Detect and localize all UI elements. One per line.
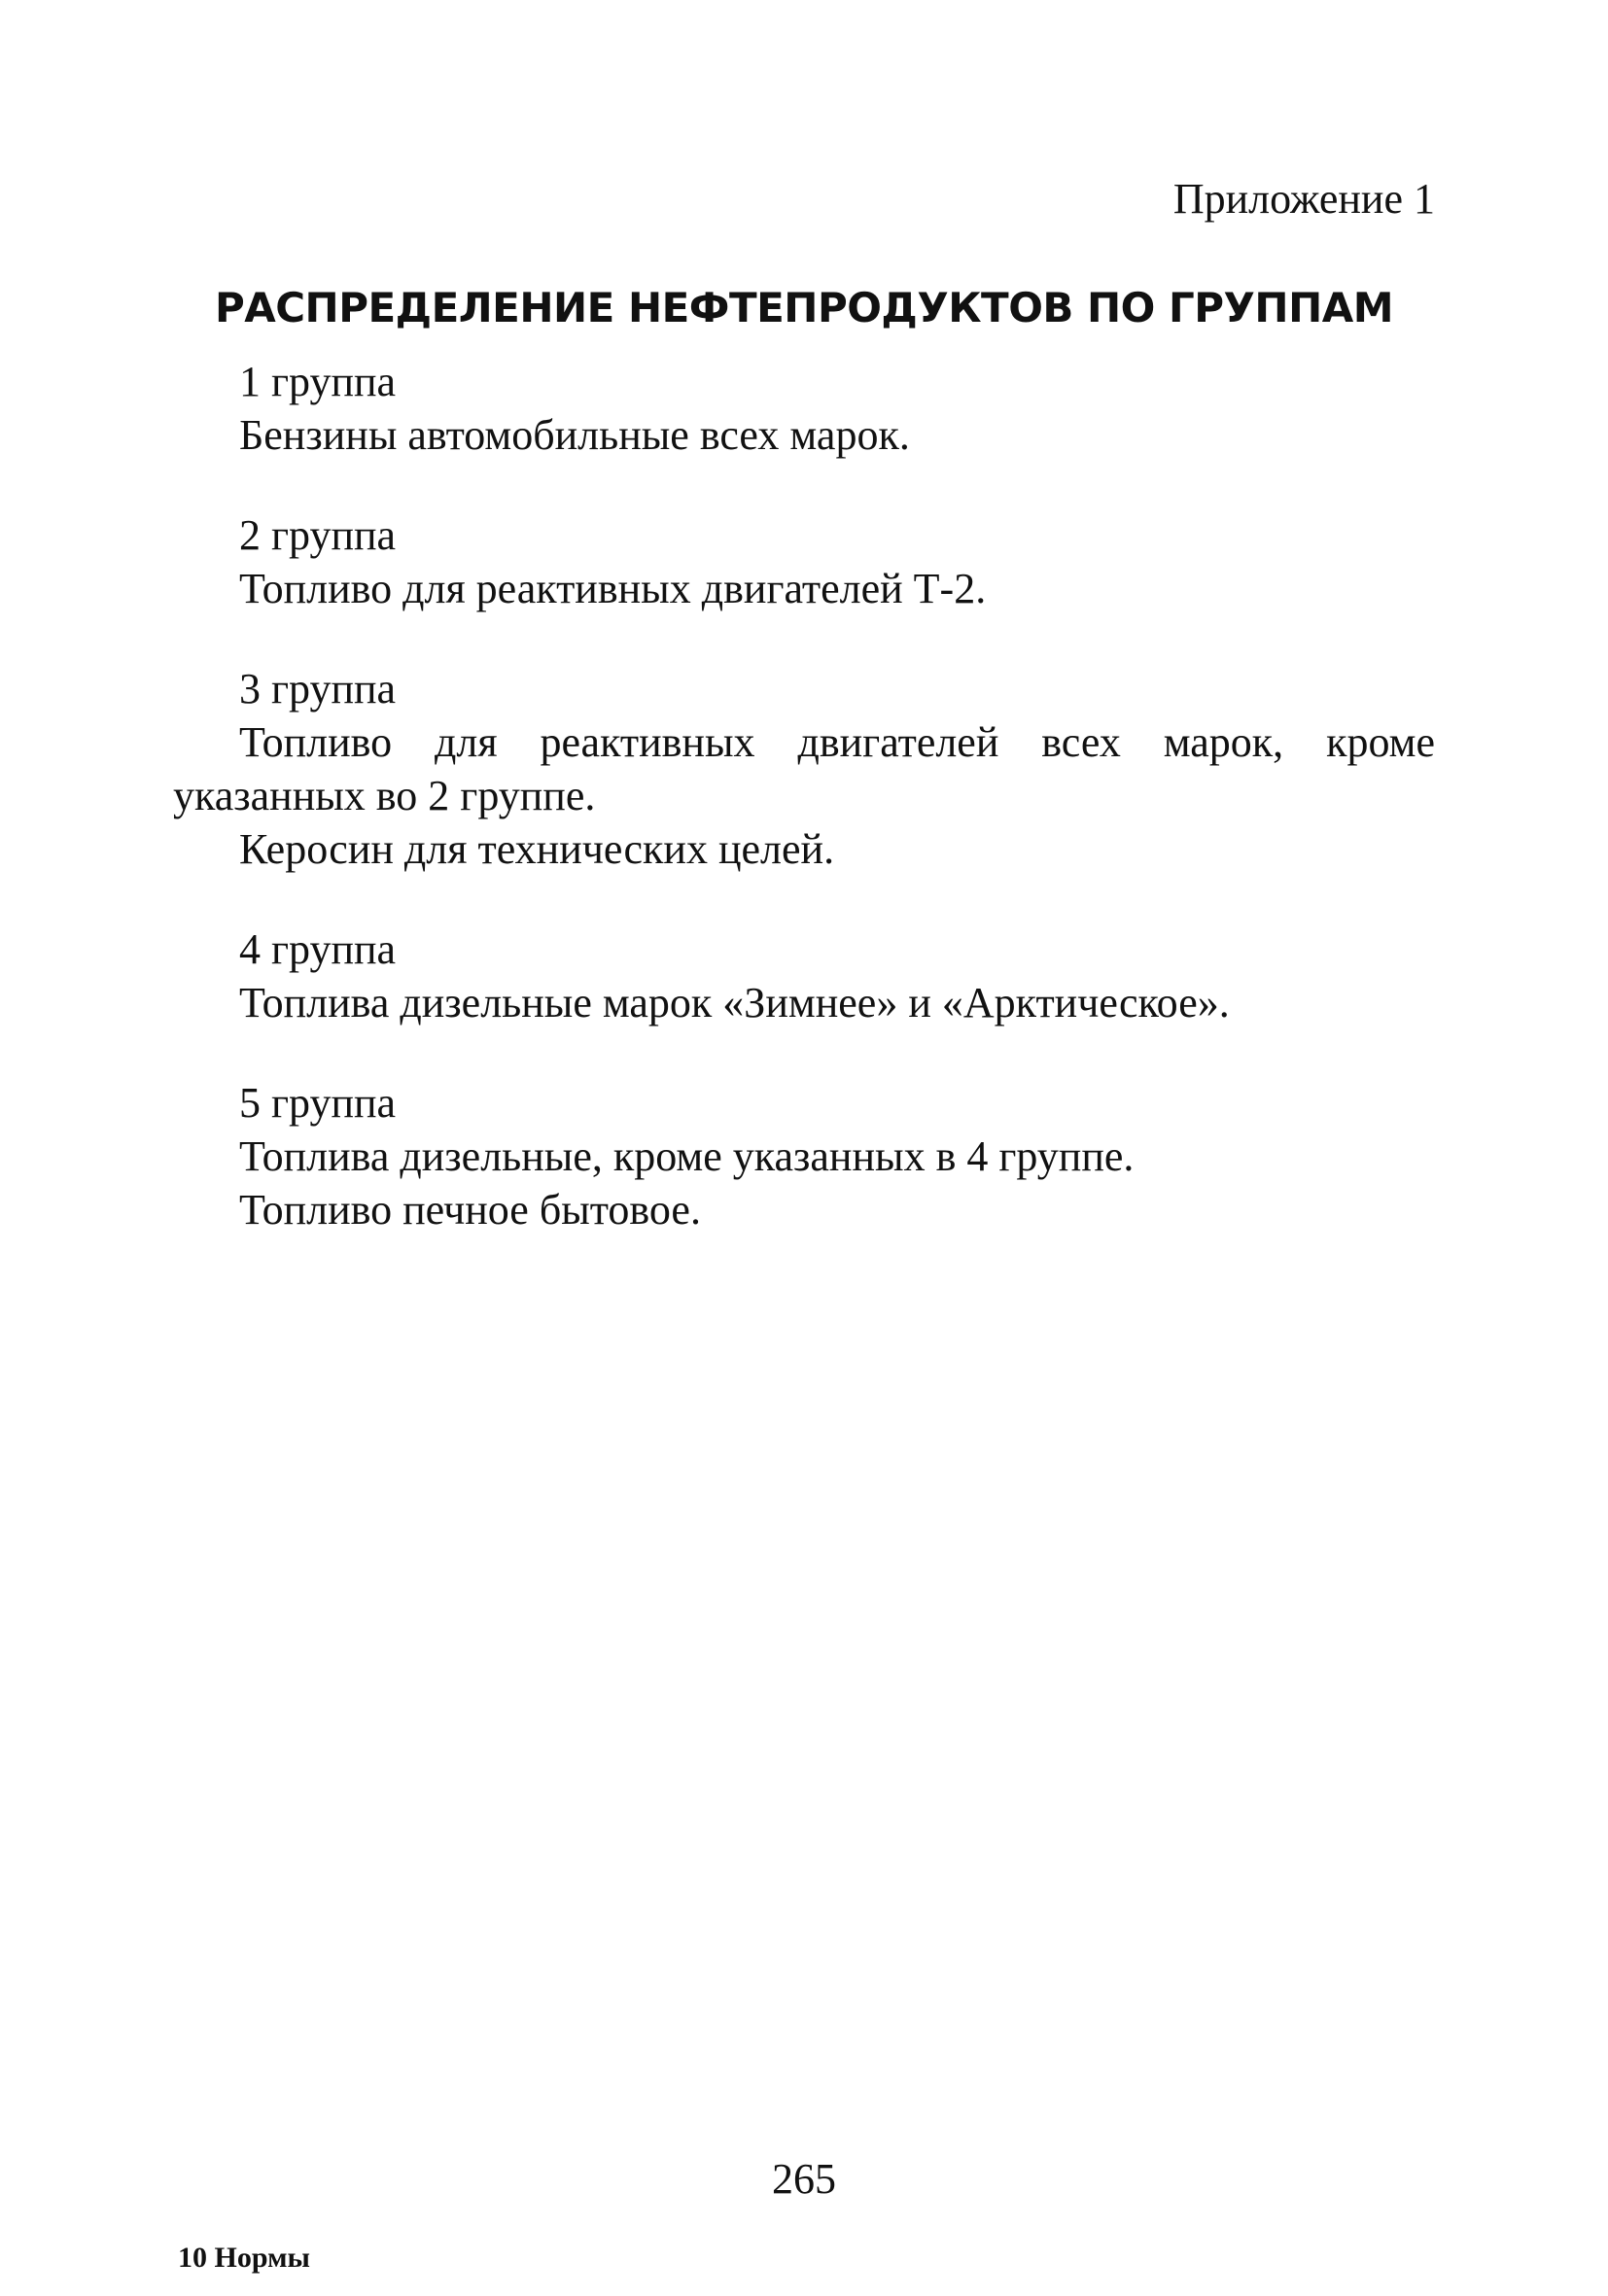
printer-signature: 10 Нормы xyxy=(178,2242,310,2274)
group-1 xyxy=(173,355,1435,462)
appendix-label: Приложение 1 xyxy=(1172,175,1435,223)
page-title: РАСПРЕДЕЛЕНИЕ НЕФТЕПРОДУКТОВ ПО ГРУППАМ xyxy=(214,284,1394,331)
group-1-line-1: Бензины автомобильные всех марок. xyxy=(239,411,910,459)
group-3-title: 3 группа xyxy=(239,665,397,713)
group-1-title: 1 группа xyxy=(239,358,397,405)
group-4-title: 4 группа xyxy=(239,925,397,973)
page-number: 265 xyxy=(772,2155,836,2203)
group-2 xyxy=(173,508,1435,615)
group-3-line-2: Керосин для технических целей. xyxy=(239,825,835,873)
group-2-title: 2 группа xyxy=(239,511,397,559)
group-5-line-2: Топливо печное бытовое. xyxy=(239,1186,701,1234)
group-5-title: 5 группа xyxy=(239,1079,397,1127)
group-4 xyxy=(173,922,1435,1029)
group-5 xyxy=(173,1076,1435,1236)
group-4-line-1: Топлива дизельные марок «Зимнее» и «Арктическое». xyxy=(239,979,1230,1026)
group-2-line-1: Топливо для реактивных двигателей Т-2. xyxy=(239,565,987,612)
groups-list xyxy=(173,355,1435,1283)
group-3-line-1: Топливо для реактивных двигателей всех марок, кроме указанных во 2 группе. xyxy=(173,718,1435,819)
group-3 xyxy=(173,662,1435,876)
group-5-line-1: Топлива дизельные, кроме указанных в 4 группе. xyxy=(239,1132,1135,1180)
